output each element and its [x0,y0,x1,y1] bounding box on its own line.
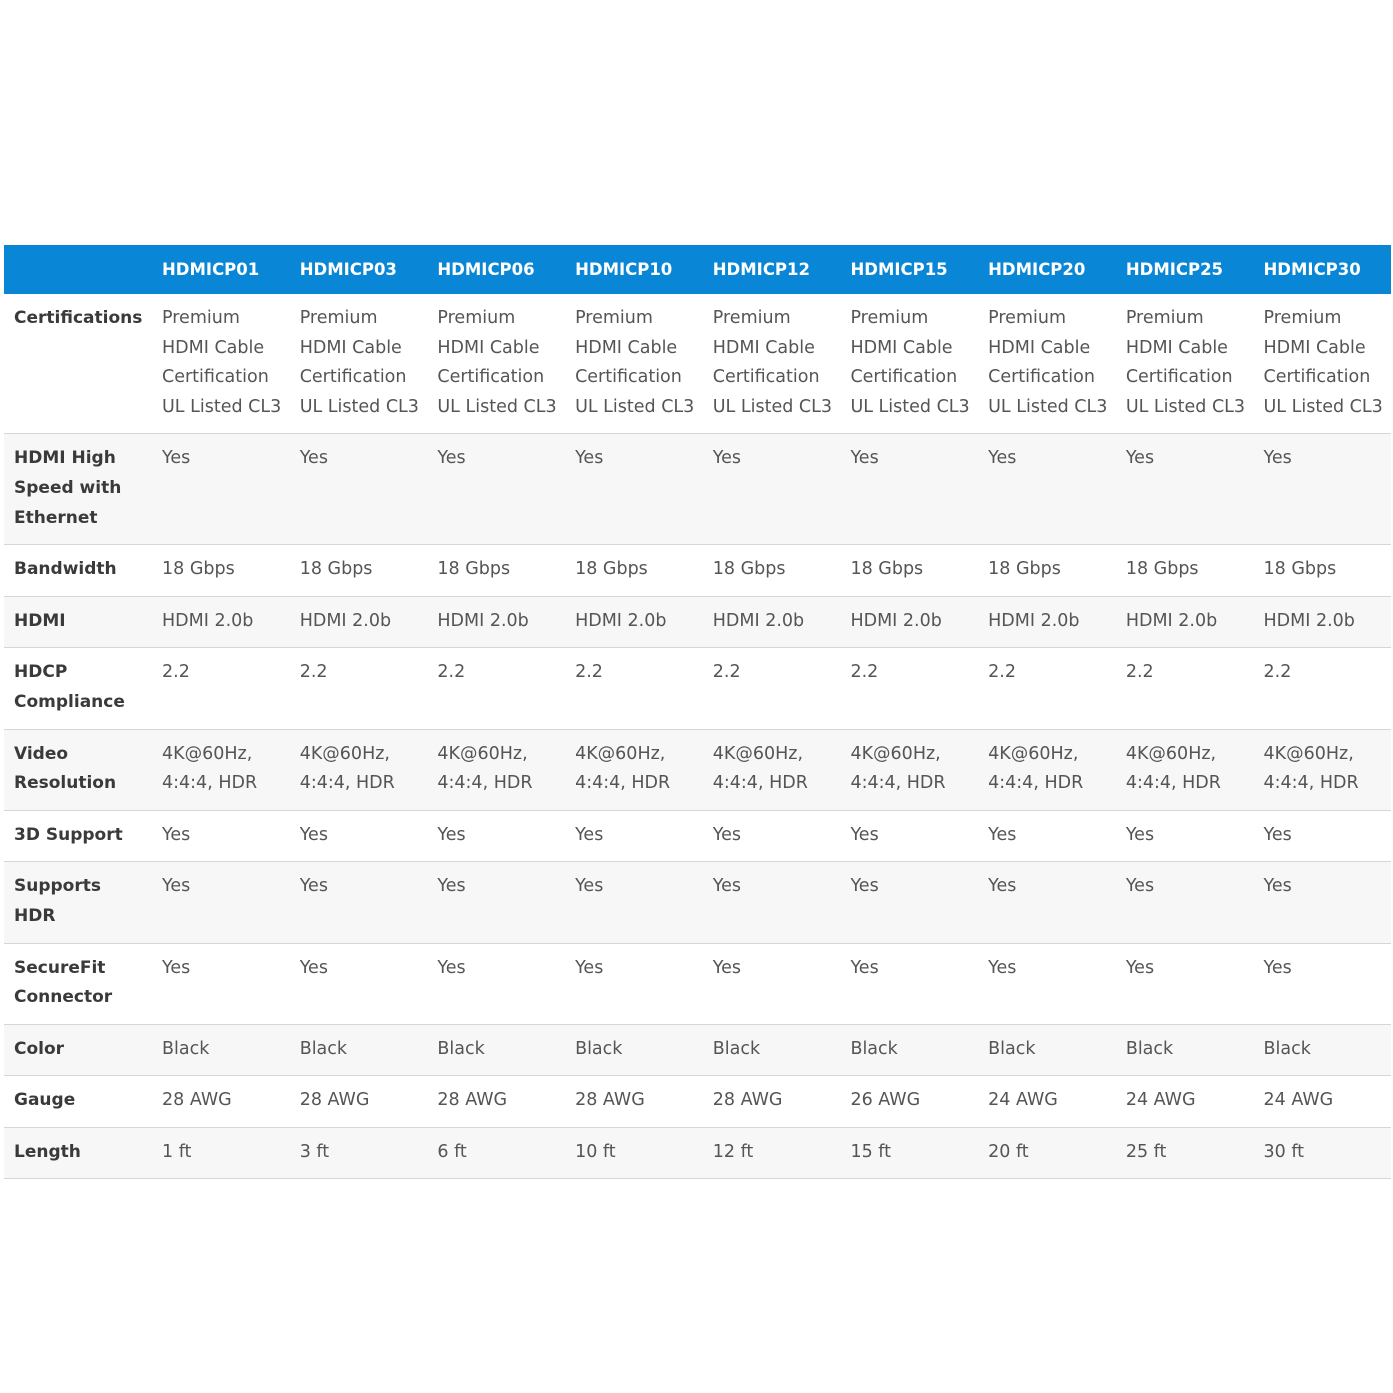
cell-text: HDMI 2.0b [1263,610,1355,631]
table-body [4,294,1391,1179]
model-header: HDMICP25 [1116,245,1254,294]
table-cell [152,434,290,545]
table-cell [840,294,978,434]
cell-text: Yes [299,957,328,978]
cell-text: 18 Gbps [575,559,648,580]
table-cell [1116,862,1254,943]
cell-text: 18 Gbps [299,559,373,580]
table-cell [427,1076,565,1128]
cell-text: HDMI 2.0b [162,610,254,631]
cell-text: HDMI 2.0b [299,610,392,631]
table-cell [427,648,565,729]
cell-text: Yes [575,824,604,845]
table-cell [840,1024,978,1076]
cell-text: 20 ft [988,1141,1029,1162]
table-cell [1116,1076,1254,1128]
table-cell [290,810,428,862]
cell-text: Yes [1125,957,1155,978]
cell-text: UL Listed CL3 [850,396,970,417]
table-cell [703,1127,841,1179]
cell-text: HDMI Cable [850,337,953,358]
row-label: Certifications [4,294,152,434]
table-cell [1254,648,1392,729]
cell-text: 4K@60Hz, [575,743,666,764]
table-cell [1116,1127,1254,1179]
cell-text: Black [1125,1038,1174,1059]
row-label: SecureFit Connector [4,943,152,1024]
cell-text: Yes [988,824,1017,845]
cell-text: Yes [1263,824,1292,845]
table-cell [1254,1127,1392,1179]
cell-text: HDMI 2.0b [850,610,942,631]
cell-text: 2.2 [162,662,190,683]
table-cell [152,1127,290,1179]
table-cell [703,648,841,729]
table-cell [840,648,978,729]
cell-text: Yes [712,957,741,978]
table-cell [840,862,978,943]
cell-text: Black [1263,1038,1311,1059]
table-cell [152,648,290,729]
cell-text: 4K@60Hz, [1263,743,1354,764]
cell-text: 18 Gbps [1263,559,1337,580]
table-cell [978,943,1116,1024]
table-cell [1116,545,1254,597]
table-row [4,1024,1391,1076]
table-cell [152,862,290,943]
cell-text: UL Listed CL3 [437,396,557,417]
cell-text: 10 ft [575,1141,616,1162]
table-cell [978,862,1116,943]
table-cell [565,1127,703,1179]
cell-text: 18 Gbps [850,559,924,580]
cell-text: Certification [850,367,958,388]
cell-text: HDMI 2.0b [575,610,667,631]
table-cell [978,1076,1116,1128]
cell-text: 2.2 [988,662,1016,683]
table-cell [152,294,290,434]
cell-text: Certification [299,367,407,388]
cell-text: Yes [437,957,466,978]
table-cell [1116,729,1254,810]
cell-text: HDMI Cable [299,337,402,358]
cell-text: HDMI Cable [162,337,265,358]
cell-text: UL Listed CL3 [1263,396,1383,417]
model-header: HDMICP20 [978,245,1116,294]
table-cell [978,596,1116,648]
table-cell [840,1127,978,1179]
cell-text: Yes [299,824,328,845]
table-cell [152,596,290,648]
cell-text: 4:4:4, HDR [437,773,533,794]
table-cell [290,294,428,434]
model-header: HDMICP30 [1254,245,1392,294]
table-cell [427,862,565,943]
table-cell [1254,729,1392,810]
cell-text: UL Listed CL3 [162,396,282,417]
cell-text: 4:4:4, HDR [299,773,395,794]
table-cell [978,810,1116,862]
table-cell [290,862,428,943]
table-cell [978,294,1116,434]
table-cell [565,862,703,943]
cell-text: Premium [988,308,1066,328]
row-label: Length [4,1127,152,1179]
table-cell [565,1076,703,1128]
cell-text: Yes [850,957,879,978]
table-cell [840,434,978,545]
table-cell [565,596,703,648]
cell-text: 2.2 [1125,662,1154,683]
cell-text: Premium [712,308,791,328]
cell-text: Premium [1125,308,1204,328]
cell-text: 2.2 [437,662,466,683]
cell-text: Yes [437,876,466,897]
cell-text: Yes [988,957,1017,978]
table-cell [427,1024,565,1076]
cell-text: Yes [575,448,604,469]
table-cell [978,434,1116,545]
table-cell [703,434,841,545]
cell-text: 18 Gbps [988,559,1061,580]
table-cell [290,729,428,810]
cell-text: Premium [437,308,516,328]
table-cell [1116,648,1254,729]
table-cell [427,434,565,545]
cell-text: Premium [299,308,378,328]
cell-text: Certification [575,367,682,388]
table-cell [290,596,428,648]
cell-text: Premium [850,308,929,328]
cell-text: Yes [850,824,879,845]
table-cell [978,1024,1116,1076]
model-header: HDMICP10 [565,245,703,294]
cell-text: HDMI 2.0b [988,610,1080,631]
cell-text: 4K@60Hz, [437,743,528,764]
table-cell [703,1076,841,1128]
table-cell [152,545,290,597]
cell-text: 18 Gbps [437,559,511,580]
table-cell [152,729,290,810]
table-cell [290,648,428,729]
cell-text: Yes [1263,957,1292,978]
model-header: HDMICP03 [290,245,428,294]
table-cell [152,1024,290,1076]
table-cell [703,1024,841,1076]
cell-text: Yes [299,448,328,469]
table-cell [427,729,565,810]
cell-text: Yes [1263,448,1292,469]
table-cell [1254,810,1392,862]
cell-text: 1 ft [162,1141,192,1162]
table-row [4,1127,1391,1179]
model-header: HDMICP01 [152,245,290,294]
header-corner-cell [4,245,152,294]
cell-text: 2.2 [575,662,603,683]
table-cell [840,1076,978,1128]
cell-text: Yes [988,448,1017,469]
row-label: Color [4,1024,152,1076]
cell-text: 4:4:4, HDR [712,773,808,794]
cell-text: Black [988,1038,1036,1059]
table-cell [1254,545,1392,597]
cell-text: 25 ft [1125,1141,1167,1162]
table-row [4,1076,1391,1128]
cell-text: UL Listed CL3 [299,396,419,417]
cell-text: 4K@60Hz, [712,743,804,764]
table-row [4,434,1391,545]
table-cell [565,1024,703,1076]
table-cell [1116,943,1254,1024]
cell-text: 18 Gbps [712,559,786,580]
table-cell [978,1127,1116,1179]
table-cell [565,943,703,1024]
row-label: Bandwidth [4,545,152,597]
cell-text: HDMI 2.0b [437,610,529,631]
table-row [4,596,1391,648]
cell-text: 28 AWG [299,1090,370,1111]
row-label: HDMI High Speed with Ethernet [4,434,152,545]
cell-text: 6 ft [437,1141,467,1162]
table-cell [565,810,703,862]
table-cell [703,862,841,943]
table-cell [978,729,1116,810]
table-cell [290,434,428,545]
spec-comparison-table [4,245,1391,1179]
cell-text: 30 ft [1263,1141,1305,1162]
cell-text: Yes [437,824,466,845]
table-header-row [4,245,1391,294]
table-cell [152,1076,290,1128]
cell-text: 15 ft [850,1141,891,1162]
table-cell [427,294,565,434]
table-cell [1116,596,1254,648]
cell-text: Yes [1263,876,1292,897]
table-cell [1254,1076,1392,1128]
cell-text: 2.2 [299,662,328,683]
cell-text: Yes [988,876,1017,897]
cell-text: Yes [1125,448,1155,469]
cell-text: 28 AWG [162,1090,232,1111]
table-cell [978,545,1116,597]
cell-text: 4:4:4, HDR [1263,773,1359,794]
cell-text: UL Listed CL3 [988,396,1108,417]
cell-text: 4:4:4, HDR [850,773,946,794]
table-cell [290,545,428,597]
table-cell [1116,810,1254,862]
cell-text: 4K@60Hz, [988,743,1079,764]
cell-text: Yes [299,876,328,897]
table-row [4,294,1391,434]
cell-text: Certification [712,367,820,388]
table-cell [703,729,841,810]
table-cell [1254,862,1392,943]
table-cell [840,943,978,1024]
cell-text: Certification [437,367,545,388]
cell-text: Yes [712,876,741,897]
table-cell [427,596,565,648]
cell-text: 4:4:4, HDR [162,773,258,794]
model-header: HDMICP15 [840,245,978,294]
cell-text: UL Listed CL3 [712,396,833,417]
table-row [4,810,1391,862]
table-cell [703,545,841,597]
table-cell [152,810,290,862]
table-cell [840,729,978,810]
table-cell [1254,1024,1392,1076]
table-cell [1254,943,1392,1024]
table-cell [565,545,703,597]
cell-text: Yes [162,957,191,978]
row-label: Video Resolution [4,729,152,810]
table-cell [1116,294,1254,434]
table-cell [427,545,565,597]
table-row [4,943,1391,1024]
cell-text: HDMI Cable [712,337,815,358]
table-cell [565,729,703,810]
table-cell [290,943,428,1024]
cell-text: Certification [1125,367,1233,388]
table-cell [152,943,290,1024]
row-label: 3D Support [4,810,152,862]
cell-text: Yes [575,876,604,897]
cell-text: Yes [850,876,879,897]
cell-text: 4K@60Hz, [1125,743,1217,764]
table-cell [565,294,703,434]
cell-text: Yes [712,448,741,469]
cell-text: 4:4:4, HDR [988,773,1084,794]
cell-text: Yes [712,824,741,845]
cell-text: HDMI Cable [988,337,1091,358]
cell-text: Yes [575,957,604,978]
model-header: HDMICP06 [427,245,565,294]
cell-text: Black [850,1038,898,1059]
table-cell [840,545,978,597]
cell-text: Certification [162,367,269,388]
cell-text: Black [299,1038,348,1059]
cell-text: Yes [850,448,879,469]
table-cell [840,810,978,862]
cell-text: 26 AWG [850,1090,921,1111]
table-cell [703,294,841,434]
cell-text: Black [437,1038,485,1059]
cell-text: Black [712,1038,761,1059]
cell-text: Premium [162,308,240,328]
cell-text: Yes [162,448,191,469]
table-cell [1254,294,1392,434]
cell-text: 18 Gbps [162,559,235,580]
table-cell [978,648,1116,729]
table-cell [427,810,565,862]
cell-text: HDMI Cable [1125,337,1228,358]
cell-text: 4K@60Hz, [162,743,253,764]
cell-text: 4K@60Hz, [299,743,390,764]
model-header: HDMICP12 [703,245,841,294]
cell-text: 12 ft [712,1141,754,1162]
table-cell [427,943,565,1024]
table-cell [1116,1024,1254,1076]
row-label: Supports HDR [4,862,152,943]
cell-text: Certification [988,367,1095,388]
table-cell [703,810,841,862]
table-cell [703,943,841,1024]
cell-text: 28 AWG [437,1090,508,1111]
cell-text: 4:4:4, HDR [575,773,671,794]
cell-text: 4:4:4, HDR [1125,773,1221,794]
cell-text: Premium [575,308,653,328]
row-label: Gauge [4,1076,152,1128]
table-row [4,648,1391,729]
cell-text: HDMI Cable [1263,337,1366,358]
cell-text: HDMI 2.0b [712,610,805,631]
cell-text: 28 AWG [575,1090,645,1111]
table-cell [840,596,978,648]
cell-text: Yes [1125,824,1155,845]
table-row [4,729,1391,810]
cell-text: Black [575,1038,623,1059]
cell-text: 2.2 [712,662,741,683]
table-cell [427,1127,565,1179]
table-cell [703,596,841,648]
row-label: HDCP Compliance [4,648,152,729]
cell-text: Yes [162,824,191,845]
cell-text: 28 AWG [712,1090,783,1111]
table-row [4,862,1391,943]
table-cell [290,1076,428,1128]
cell-text: Premium [1263,308,1342,328]
cell-text: Yes [437,448,466,469]
table-row [4,545,1391,597]
table-cell [1254,596,1392,648]
cell-text: 3 ft [299,1141,330,1162]
cell-text: 4K@60Hz, [850,743,941,764]
cell-text: UL Listed CL3 [575,396,695,417]
cell-text: HDMI Cable [575,337,678,358]
cell-text: 2.2 [850,662,879,683]
cell-text: Black [162,1038,210,1059]
cell-text: HDMI 2.0b [1125,610,1218,631]
cell-text: 24 AWG [1125,1090,1196,1111]
cell-text: 18 Gbps [1125,559,1199,580]
cell-text: UL Listed CL3 [1125,396,1246,417]
cell-text: Yes [1125,876,1155,897]
table-cell [565,648,703,729]
cell-text: HDMI Cable [437,337,540,358]
table-cell [565,434,703,545]
table-cell [1254,434,1392,545]
table-cell [290,1127,428,1179]
cell-text: Certification [1263,367,1371,388]
table-cell [290,1024,428,1076]
row-label: HDMI [4,596,152,648]
cell-text: 2.2 [1263,662,1292,683]
cell-text: 24 AWG [988,1090,1058,1111]
cell-text: Yes [162,876,191,897]
cell-text: 24 AWG [1263,1090,1334,1111]
table-cell [1116,434,1254,545]
